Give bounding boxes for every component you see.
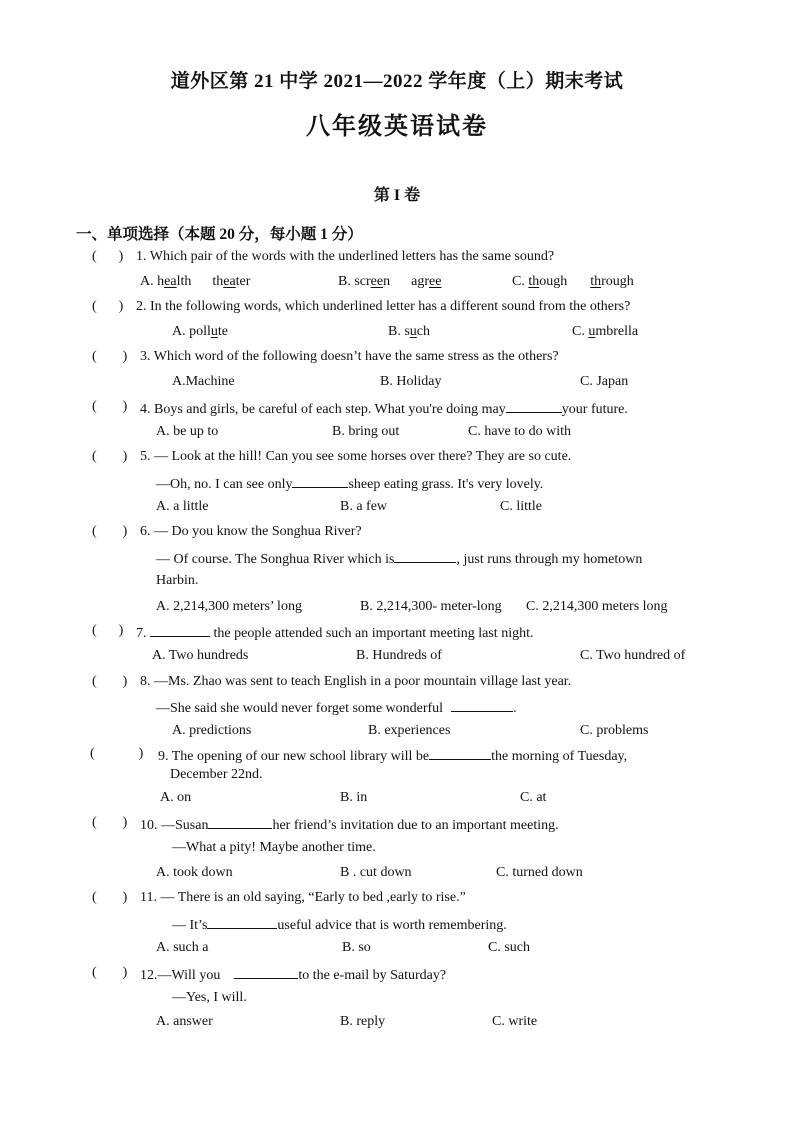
answer-bracket[interactable]: ( ) bbox=[92, 299, 124, 314]
option-a[interactable]: A. such a bbox=[156, 940, 209, 955]
answer-bracket[interactable]: ( ) bbox=[92, 965, 128, 980]
question-9-prompt: 9. The opening of our new school library will be the morning of Tuesday, bbox=[158, 746, 627, 765]
question-12-reply: —Yes, I will. bbox=[172, 990, 247, 1005]
volume-label: 第 I 卷 bbox=[373, 187, 421, 204]
option-c[interactable]: C. umbrella bbox=[572, 324, 639, 339]
answer-bracket[interactable]: ( ) bbox=[92, 349, 128, 364]
option-c[interactable]: C. little bbox=[500, 499, 542, 514]
question-8-prompt: 8. —Ms. Zhao was sent to teach English in a poor mountain village last year. bbox=[140, 674, 572, 689]
answer-blank[interactable] bbox=[292, 474, 348, 488]
answer-bracket[interactable]: ( ) bbox=[92, 674, 128, 689]
option-c[interactable]: C. Japan bbox=[580, 374, 629, 389]
option-a[interactable]: A. on bbox=[160, 790, 192, 805]
option-b[interactable]: B . cut down bbox=[340, 865, 412, 880]
question-3-prompt: 3. Which word of the following doesn’t have the same stress as the others? bbox=[140, 349, 559, 364]
question-11-prompt: 11. — There is an old saying, “Early to bed ,early to rise.” bbox=[140, 890, 466, 905]
question-12-prompt: 12.—Will you to the e-mail by Saturday? bbox=[140, 965, 446, 984]
option-b[interactable]: B. Hundreds of bbox=[356, 648, 442, 663]
answer-bracket[interactable]: ( ) bbox=[92, 524, 128, 539]
option-b[interactable]: B. Holiday bbox=[380, 374, 442, 389]
answer-bracket[interactable]: ( ) bbox=[90, 746, 144, 761]
option-a[interactable]: A. health theater bbox=[140, 274, 251, 289]
answer-blank[interactable] bbox=[394, 549, 456, 563]
answer-blank[interactable] bbox=[506, 399, 562, 413]
option-c[interactable]: C. though through bbox=[512, 274, 634, 289]
question-10-reply: —What a pity! Maybe another time. bbox=[172, 840, 376, 855]
answer-blank[interactable] bbox=[451, 698, 513, 712]
answer-bracket[interactable]: ( ) bbox=[92, 890, 128, 905]
option-b[interactable]: B. a few bbox=[340, 499, 388, 514]
question-10-prompt: 10. —Susan her friend’s invitation due to an important meeting. bbox=[140, 815, 559, 834]
section-heading: 一、单项选择（本题 20 分，每小题 1 分） bbox=[76, 226, 363, 243]
option-b[interactable]: B. screen agree bbox=[338, 274, 442, 289]
question-5-prompt: 5. — Look at the hill! Can you see some horses over there? They are so cute. bbox=[140, 449, 572, 464]
question-9-prompt-continued: December 22nd. bbox=[170, 767, 263, 782]
answer-bracket[interactable]: ( ) bbox=[92, 815, 128, 830]
question-4-prompt: 4. Boys and girls, be careful of each step. What you're doing may your future. bbox=[140, 399, 628, 418]
option-b[interactable]: B. in bbox=[340, 790, 368, 805]
answer-bracket[interactable]: ( ) bbox=[92, 623, 124, 638]
answer-bracket[interactable]: ( ) bbox=[92, 249, 124, 264]
option-c[interactable]: C. turned down bbox=[496, 865, 583, 880]
question-1-prompt: 1. Which pair of the words with the underlined letters has the same sound? bbox=[136, 249, 555, 264]
question-6-reply-continued: Harbin. bbox=[156, 573, 199, 588]
option-a[interactable]: A. predictions bbox=[172, 723, 252, 738]
exam-school-title: 道外区第 21 中学 2021—2022 学年度（上）期末考试 bbox=[170, 71, 624, 92]
option-b[interactable]: B. bring out bbox=[332, 424, 400, 439]
option-a[interactable]: A. 2,214,300 meters’ long bbox=[156, 599, 302, 614]
option-a[interactable]: A. pollute bbox=[172, 324, 228, 339]
exam-subject-title: 八年级英语试卷 bbox=[306, 114, 488, 140]
option-a[interactable]: A. be up to bbox=[156, 424, 219, 439]
question-6-reply: — Of course. The Songhua River which is , just runs through my hometown bbox=[156, 549, 642, 568]
option-a[interactable]: A. answer bbox=[156, 1014, 213, 1029]
answer-blank[interactable] bbox=[208, 815, 272, 829]
question-8-reply: —She said she would never forget some wonderful . bbox=[156, 698, 517, 717]
option-c[interactable]: C. problems bbox=[580, 723, 649, 738]
option-a[interactable]: A. a little bbox=[156, 499, 209, 514]
answer-blank[interactable] bbox=[234, 965, 298, 979]
option-c[interactable]: C. such bbox=[488, 940, 530, 955]
option-b[interactable]: B. reply bbox=[340, 1014, 386, 1029]
question-2-prompt: 2. In the following words, which underlined letter has a different sound from the others? bbox=[136, 299, 631, 314]
answer-bracket[interactable]: ( ) bbox=[92, 399, 128, 414]
option-b[interactable]: B. experiences bbox=[368, 723, 451, 738]
option-b[interactable]: B. such bbox=[388, 324, 431, 339]
option-c[interactable]: C. have to do with bbox=[468, 424, 572, 439]
question-11-reply: — It’s useful advice that is worth remembering. bbox=[172, 915, 507, 934]
option-b[interactable]: B. 2,214,300- meter-long bbox=[360, 599, 502, 614]
option-c[interactable]: C. Two hundred of bbox=[580, 648, 686, 663]
option-a[interactable]: A. took down bbox=[156, 865, 233, 880]
option-b[interactable]: B. so bbox=[342, 940, 371, 955]
option-a[interactable]: A.Machine bbox=[172, 374, 235, 389]
option-c[interactable]: C. at bbox=[520, 790, 547, 805]
question-5-reply: —Oh, no. I can see only sheep eating grass. It's very lovely. bbox=[156, 474, 543, 493]
question-6-prompt: 6. — Do you know the Songhua River? bbox=[140, 524, 362, 539]
option-c[interactable]: C. write bbox=[492, 1014, 538, 1029]
option-c[interactable]: C. 2,214,300 meters long bbox=[526, 599, 668, 614]
option-a[interactable]: A. Two hundreds bbox=[152, 648, 249, 663]
answer-blank[interactable] bbox=[150, 623, 210, 637]
answer-bracket[interactable]: ( ) bbox=[92, 449, 128, 464]
answer-blank[interactable] bbox=[429, 746, 491, 760]
question-7-prompt: 7. the people attended such an important meeting last night. bbox=[136, 623, 533, 642]
answer-blank[interactable] bbox=[207, 915, 277, 929]
